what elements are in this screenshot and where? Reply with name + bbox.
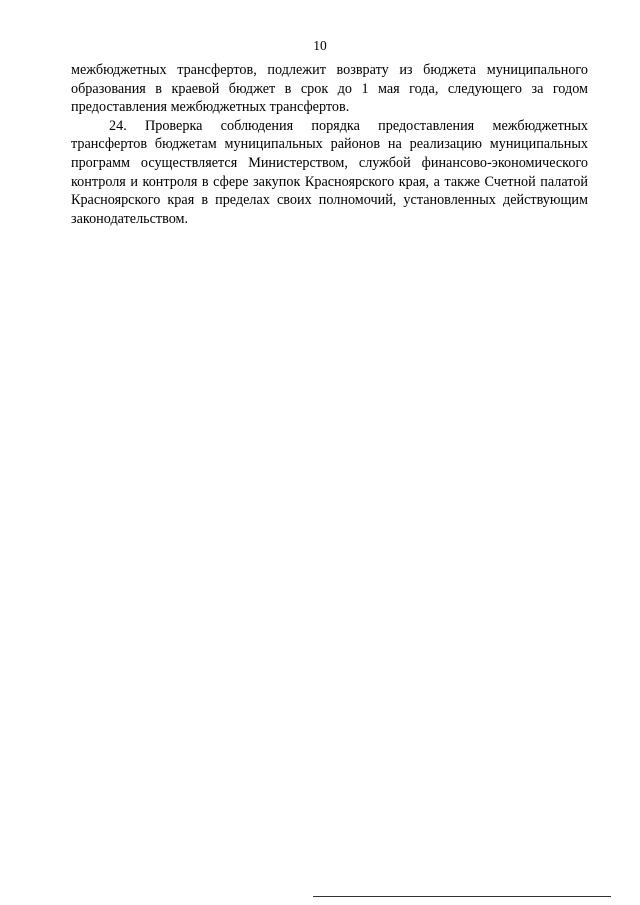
document-body xyxy=(71,61,588,228)
paragraph-item-24: 24. Проверка соблюдения порядка предоставления межбюджетных трансфертов бюджетам муниципальных районов на реализацию муниципальных программ осуществляется Министерством, службой финансово-экономического контроля и контроля в сфере закупок Красноярского края, а также Счетной палатой Красноярского края в пределах своих полномочий, установленных действующим законодательством. xyxy=(71,117,588,227)
footer-rule-line xyxy=(313,896,611,897)
paragraph-continuation: межбюджетных трансфертов, подлежит возврату из бюджета муниципального образования в краевой бюджет в срок до 1 мая года, следующего за годом предоставления межбюджетных трансфертов. xyxy=(71,62,588,116)
page-number: 10 xyxy=(313,38,327,53)
